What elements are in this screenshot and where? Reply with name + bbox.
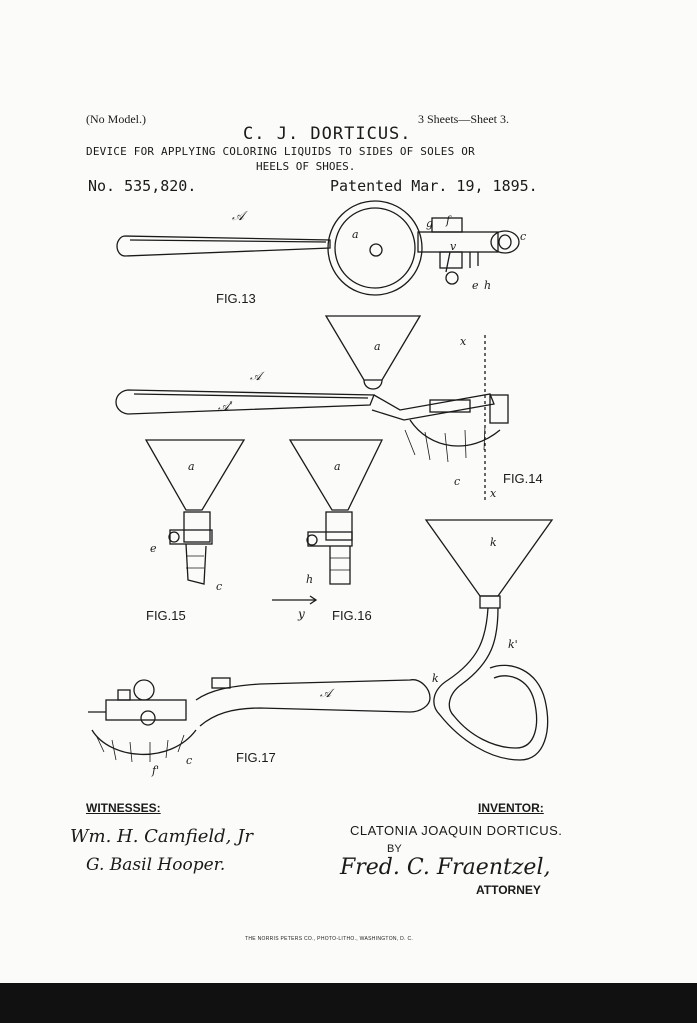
fig13-ref-f: f	[446, 214, 451, 227]
inventor-full-name: CLATONIA JOAQUIN DORTICUS.	[350, 823, 563, 838]
fig13-ref-a: a	[352, 228, 359, 241]
fig16-ref-a: a	[334, 460, 341, 473]
fig16-ref-h: h	[306, 573, 314, 586]
fig15-ref-c: c	[216, 580, 223, 593]
fig13-drawing	[117, 201, 519, 295]
fig13-ref-e: e	[472, 279, 479, 292]
fig14-ref-x-bottom: x	[490, 487, 497, 500]
fig16-drawing	[272, 440, 382, 604]
model-note: (No Model.)	[86, 112, 146, 126]
fig14-ref-A: 𝒜	[250, 369, 262, 383]
printer-credit: THE NORRIS PETERS CO., PHOTO-LITHO., WASHINGTON, D. C.	[245, 936, 414, 942]
fig15-ref-e: e	[150, 542, 157, 555]
inventor-label: INVENTOR:	[478, 801, 544, 815]
fig16-ref-y: y	[298, 607, 305, 621]
fig13-ref-c: c	[520, 230, 527, 243]
sheet-note: 3 Sheets—Sheet 3.	[418, 112, 509, 126]
witness-signature-1: Wm. H. Camfield, Jr	[70, 826, 253, 847]
fig17-ref-A: 𝒜	[320, 686, 332, 700]
fig13-ref-A: 𝒜	[232, 209, 245, 224]
fig15-drawing	[146, 440, 244, 584]
fig17-ref-k2: k	[490, 536, 497, 549]
fig14-ref-a: a	[374, 340, 381, 353]
fig16-label: FIG.16	[332, 608, 372, 623]
by-label: BY	[387, 843, 402, 855]
witness-signature-2: G. Basil Hooper.	[86, 855, 226, 875]
attorney-signature: Fred. C. Fraentzel,	[340, 855, 551, 880]
witnesses-label: WITNESSES:	[86, 801, 161, 815]
fig13-ref-g: g	[426, 217, 434, 230]
fig17-ref-c: c	[186, 754, 193, 767]
fig15-ref-a: a	[188, 460, 195, 473]
fig14-ref-c: c	[454, 475, 461, 488]
fig17-drawing	[88, 520, 552, 762]
fig14-drawing	[116, 316, 508, 500]
fig17-ref-f: f'	[152, 764, 160, 777]
fig13-label: FIG.13	[216, 291, 256, 306]
scan-edge-band	[0, 983, 697, 1023]
fig15-label: FIG.15	[146, 608, 186, 623]
fig17-ref-k: k	[432, 672, 439, 685]
fig17-ref-k1: k'	[508, 638, 518, 651]
fig14-ref-A1: 𝒜'	[218, 399, 233, 413]
attorney-label: ATTORNEY	[476, 883, 541, 897]
patent-date: Patented Mar. 19, 1895.	[330, 177, 538, 195]
inventor-heading: C. J. DORTICUS.	[243, 124, 412, 144]
title-line-1: DEVICE FOR APPLYING COLORING LIQUIDS TO SIDES OF SOLES OR	[86, 145, 475, 158]
fig17-label: FIG.17	[236, 750, 276, 765]
fig13-ref-v: v	[450, 240, 457, 253]
fig14-ref-x-top: x	[460, 335, 467, 348]
fig14-label: FIG.14	[503, 471, 543, 486]
title-line-2: HEELS OF SHOES.	[256, 160, 356, 173]
fig13-ref-h: h	[484, 279, 492, 292]
patent-number: No. 535,820.	[88, 177, 197, 195]
